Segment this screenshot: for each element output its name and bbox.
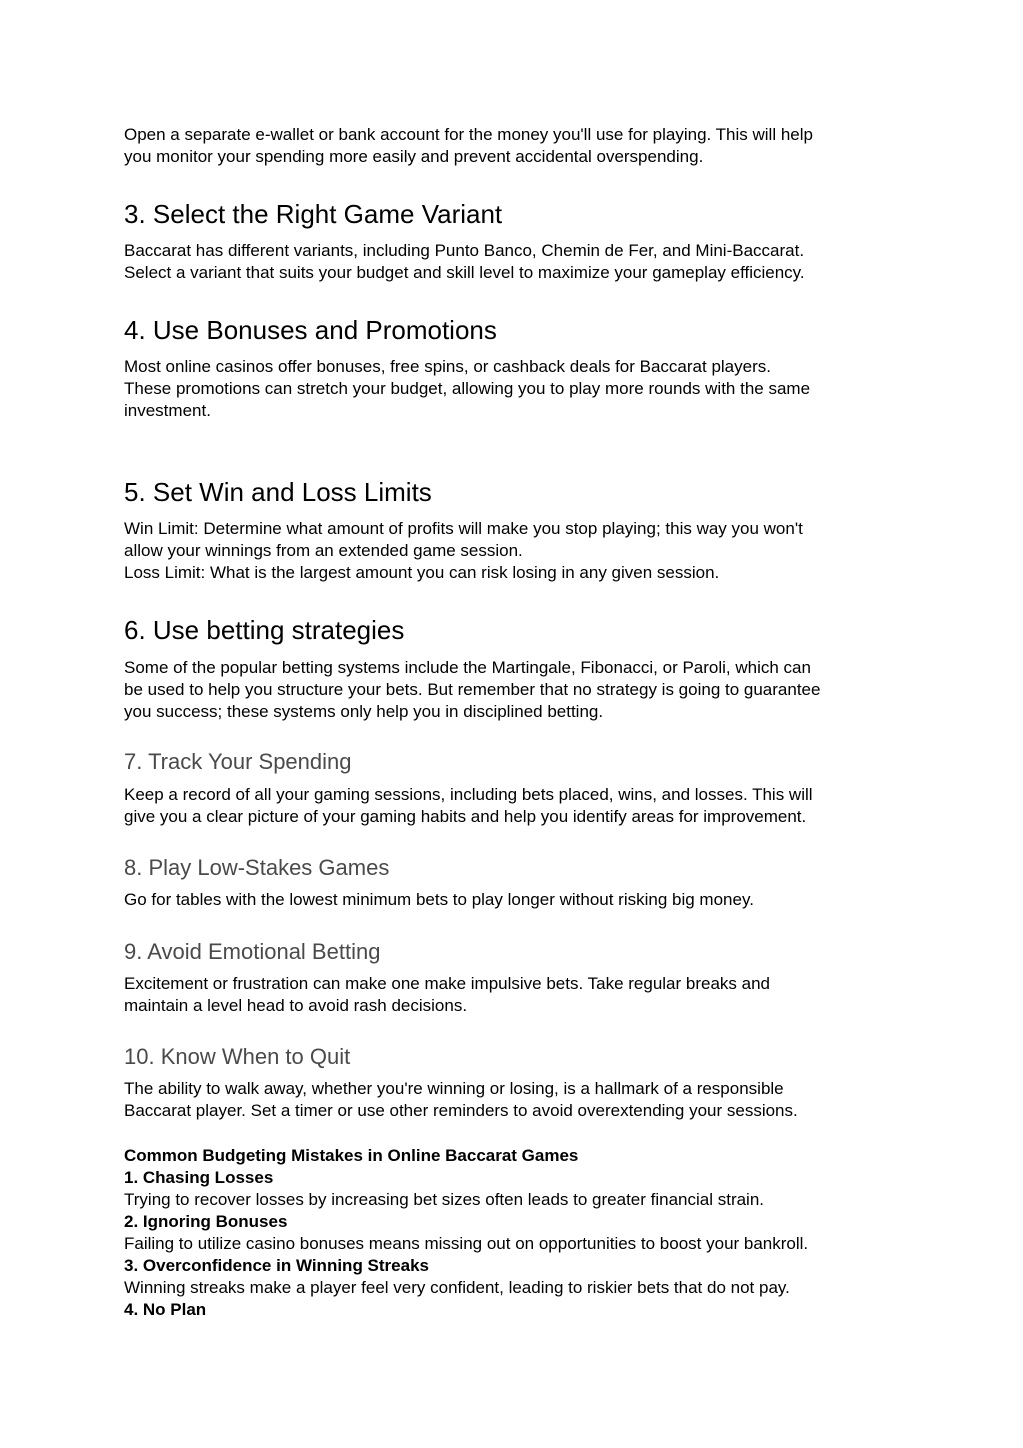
paragraph-line: Baccarat player. Set a timer or use other reminders to avoid overextending your sessions. xyxy=(124,1101,798,1120)
paragraph-line: Go for tables with the lowest minimum bets to play longer without risking big money. xyxy=(124,890,754,909)
section-paragraph-5 xyxy=(124,518,914,584)
section-paragraph-4 xyxy=(124,356,914,422)
section-paragraph-3 xyxy=(124,240,914,284)
section-paragraph-8 xyxy=(124,889,914,911)
intro-line: Open a separate e-wallet or bank account for the money you'll use for playing. This will help xyxy=(124,125,813,144)
section-heading-4: 4. Use Bonuses and Promotions xyxy=(124,315,497,345)
mistakes-block xyxy=(124,1145,914,1321)
paragraph-line: investment. xyxy=(124,401,211,420)
section-paragraph-7 xyxy=(124,784,914,828)
paragraph-line: maintain a level head to avoid rash decisions. xyxy=(124,996,468,1015)
paragraph-line: be used to help you structure your bets. But remember that no strategy is going to guarantee xyxy=(124,680,821,699)
mistake-title: 1. Chasing Losses xyxy=(124,1168,274,1187)
paragraph-line: Excitement or frustration can make one make impulsive bets. Take regular breaks and xyxy=(124,974,770,993)
paragraph-line: Win Limit: Determine what amount of profits will make you stop playing; this way you won't xyxy=(124,519,803,538)
mistakes-title: Common Budgeting Mistakes in Online Baccarat Games xyxy=(124,1146,579,1165)
section-paragraph-6 xyxy=(124,657,914,723)
mistake-title: 2. Ignoring Bonuses xyxy=(124,1212,288,1231)
paragraph-line: Some of the popular betting systems include the Martingale, Fibonacci, or Paroli, which can xyxy=(124,658,811,677)
section-heading-3: 3. Select the Right Game Variant xyxy=(124,199,503,229)
paragraph-line: Baccarat has different variants, including Punto Banco, Chemin de Fer, and Mini-Baccarat. xyxy=(124,241,805,260)
mistake-title: 3. Overconfidence in Winning Streaks xyxy=(124,1256,429,1275)
paragraph-line: Most online casinos offer bonuses, free spins, or cashback deals for Baccarat players. xyxy=(124,357,771,376)
intro-line: you monitor your spending more easily and prevent accidental overspending. xyxy=(124,147,704,166)
section-paragraph-9 xyxy=(124,973,914,1017)
paragraph-line: you success; these systems only help you in disciplined betting. xyxy=(124,702,604,721)
paragraph-line: allow your winnings from an extended game session. xyxy=(124,541,523,560)
section-heading-7: 7. Track Your Spending xyxy=(124,749,352,774)
section-heading-5: 5. Set Win and Loss Limits xyxy=(124,477,432,507)
paragraph-line: Select a variant that suits your budget and skill level to maximize your gameplay efficiency. xyxy=(124,263,805,282)
mistake-text: Trying to recover losses by increasing bet sizes often leads to greater financial strain. xyxy=(124,1190,765,1209)
paragraph-line: give you a clear picture of your gaming habits and help you identify areas for improvement. xyxy=(124,807,807,826)
paragraph-line: Loss Limit: What is the largest amount you can risk losing in any given session. xyxy=(124,563,720,582)
intro-paragraph xyxy=(124,124,914,168)
section-paragraph-10 xyxy=(124,1078,914,1122)
paragraph-line: The ability to walk away, whether you're winning or losing, is a hallmark of a responsible xyxy=(124,1079,784,1098)
paragraph-line: These promotions can stretch your budget, allowing you to play more rounds with the same xyxy=(124,379,811,398)
paragraph-line: Keep a record of all your gaming sessions, including bets placed, wins, and losses. This will xyxy=(124,785,813,804)
mistake-title: 4. No Plan xyxy=(124,1300,207,1319)
mistake-text: Failing to utilize casino bonuses means missing out on opportunities to boost your bankroll. xyxy=(124,1234,809,1253)
section-heading-8: 8. Play Low-Stakes Games xyxy=(124,855,390,880)
section-heading-6: 6. Use betting strategies xyxy=(124,615,405,645)
section-heading-10: 10. Know When to Quit xyxy=(124,1044,351,1069)
section-heading-9: 9. Avoid Emotional Betting xyxy=(124,939,381,964)
mistake-text: Winning streaks make a player feel very confident, leading to riskier bets that do not pay. xyxy=(124,1278,790,1297)
